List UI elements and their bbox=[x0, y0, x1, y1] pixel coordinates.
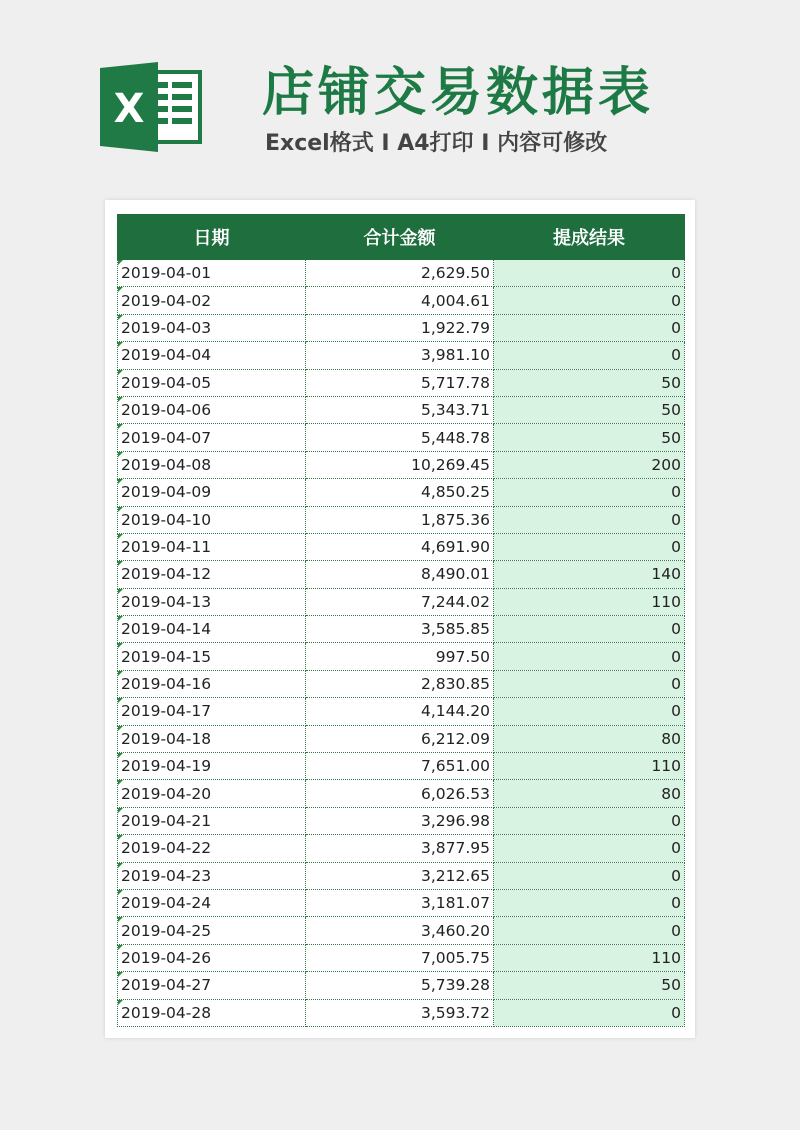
cell-amount[interactable]: 3,877.95 bbox=[306, 835, 494, 862]
spreadsheet-sheet bbox=[105, 200, 695, 1038]
table-row bbox=[118, 424, 685, 451]
data-table bbox=[117, 214, 685, 1027]
cell-date[interactable]: 2019-04-15 bbox=[118, 643, 306, 670]
cell-amount[interactable]: 6,026.53 bbox=[306, 780, 494, 807]
cell-date[interactable]: 2019-04-18 bbox=[118, 725, 306, 752]
table-row bbox=[118, 917, 685, 944]
table-row bbox=[118, 287, 685, 314]
column-header-amount[interactable]: 合计金额 bbox=[306, 215, 494, 260]
cell-result[interactable]: 0 bbox=[494, 533, 685, 560]
cell-amount[interactable]: 4,004.61 bbox=[306, 287, 494, 314]
cell-result[interactable]: 0 bbox=[494, 807, 685, 834]
cell-date[interactable]: 2019-04-03 bbox=[118, 314, 306, 341]
table-row bbox=[118, 972, 685, 999]
table-row bbox=[118, 725, 685, 752]
cell-amount[interactable]: 8,490.01 bbox=[306, 561, 494, 588]
cell-amount[interactable]: 6,212.09 bbox=[306, 725, 494, 752]
cell-amount[interactable]: 3,460.20 bbox=[306, 917, 494, 944]
table-row bbox=[118, 643, 685, 670]
cell-date[interactable]: 2019-04-12 bbox=[118, 561, 306, 588]
cell-result[interactable]: 50 bbox=[494, 396, 685, 423]
cell-result[interactable]: 50 bbox=[494, 369, 685, 396]
table-row bbox=[118, 807, 685, 834]
cell-result[interactable]: 140 bbox=[494, 561, 685, 588]
cell-result[interactable]: 80 bbox=[494, 725, 685, 752]
cell-result[interactable]: 80 bbox=[494, 780, 685, 807]
cell-amount[interactable]: 5,448.78 bbox=[306, 424, 494, 451]
column-header-result[interactable]: 提成结果 bbox=[494, 215, 685, 260]
cell-result[interactable]: 200 bbox=[494, 451, 685, 478]
cell-date[interactable]: 2019-04-13 bbox=[118, 588, 306, 615]
cell-date[interactable]: 2019-04-11 bbox=[118, 533, 306, 560]
cell-date[interactable]: 2019-04-14 bbox=[118, 616, 306, 643]
cell-amount[interactable]: 3,296.98 bbox=[306, 807, 494, 834]
excel-logo-icon bbox=[100, 62, 204, 152]
cell-amount[interactable]: 1,922.79 bbox=[306, 314, 494, 341]
table-row bbox=[118, 561, 685, 588]
cell-amount[interactable]: 3,212.65 bbox=[306, 862, 494, 889]
cell-amount[interactable]: 2,629.50 bbox=[306, 260, 494, 287]
cell-result[interactable]: 0 bbox=[494, 287, 685, 314]
cell-result[interactable]: 0 bbox=[494, 862, 685, 889]
cell-date[interactable]: 2019-04-07 bbox=[118, 424, 306, 451]
table-row bbox=[118, 369, 685, 396]
table-row bbox=[118, 533, 685, 560]
logo-letter: X bbox=[113, 86, 145, 132]
cell-date[interactable]: 2019-04-10 bbox=[118, 506, 306, 533]
cell-date[interactable]: 2019-04-09 bbox=[118, 479, 306, 506]
cell-date[interactable]: 2019-04-24 bbox=[118, 889, 306, 916]
table-row bbox=[118, 780, 685, 807]
cell-result[interactable]: 0 bbox=[494, 643, 685, 670]
cell-result[interactable]: 110 bbox=[494, 944, 685, 971]
cell-result[interactable]: 0 bbox=[494, 999, 685, 1026]
table-row bbox=[118, 698, 685, 725]
cell-amount[interactable]: 1,875.36 bbox=[306, 506, 494, 533]
table-row bbox=[118, 314, 685, 341]
cell-amount[interactable]: 3,981.10 bbox=[306, 342, 494, 369]
table-row bbox=[118, 999, 685, 1026]
cell-amount[interactable]: 5,739.28 bbox=[306, 972, 494, 999]
cell-result[interactable]: 0 bbox=[494, 260, 685, 287]
cell-result[interactable]: 50 bbox=[494, 424, 685, 451]
cell-date[interactable]: 2019-04-21 bbox=[118, 807, 306, 834]
cell-amount[interactable]: 997.50 bbox=[306, 643, 494, 670]
table-row bbox=[118, 479, 685, 506]
cell-amount[interactable]: 10,269.45 bbox=[306, 451, 494, 478]
column-header-date[interactable]: 日期 bbox=[118, 215, 306, 260]
cell-date[interactable]: 2019-04-28 bbox=[118, 999, 306, 1026]
cell-date[interactable]: 2019-04-17 bbox=[118, 698, 306, 725]
cell-date[interactable]: 2019-04-06 bbox=[118, 396, 306, 423]
cell-amount[interactable]: 7,651.00 bbox=[306, 753, 494, 780]
table-row bbox=[118, 944, 685, 971]
table-row bbox=[118, 616, 685, 643]
cell-result[interactable]: 110 bbox=[494, 588, 685, 615]
cell-amount[interactable]: 3,585.85 bbox=[306, 616, 494, 643]
cell-amount[interactable]: 5,717.78 bbox=[306, 369, 494, 396]
cell-amount[interactable]: 5,343.71 bbox=[306, 396, 494, 423]
table-row bbox=[118, 506, 685, 533]
cell-result[interactable]: 110 bbox=[494, 753, 685, 780]
cell-amount[interactable]: 4,144.20 bbox=[306, 698, 494, 725]
cell-date[interactable]: 2019-04-25 bbox=[118, 917, 306, 944]
cell-date[interactable]: 2019-04-22 bbox=[118, 835, 306, 862]
table-row bbox=[118, 396, 685, 423]
cell-date[interactable]: 2019-04-23 bbox=[118, 862, 306, 889]
cell-date[interactable]: 2019-04-04 bbox=[118, 342, 306, 369]
cell-amount[interactable]: 7,005.75 bbox=[306, 944, 494, 971]
cell-amount[interactable]: 3,593.72 bbox=[306, 999, 494, 1026]
cell-amount[interactable]: 7,244.02 bbox=[306, 588, 494, 615]
cell-amount[interactable]: 3,181.07 bbox=[306, 889, 494, 916]
cell-result[interactable]: 0 bbox=[494, 670, 685, 697]
cell-date[interactable]: 2019-04-01 bbox=[118, 260, 306, 287]
cell-amount[interactable]: 4,691.90 bbox=[306, 533, 494, 560]
cell-date[interactable]: 2019-04-16 bbox=[118, 670, 306, 697]
table-row bbox=[118, 342, 685, 369]
table-row bbox=[118, 670, 685, 697]
table-row bbox=[118, 889, 685, 916]
cell-date[interactable]: 2019-04-19 bbox=[118, 753, 306, 780]
cell-amount[interactable]: 2,830.85 bbox=[306, 670, 494, 697]
page-title: 店铺交易数据表 bbox=[262, 63, 655, 123]
table-row bbox=[118, 753, 685, 780]
cell-result[interactable]: 50 bbox=[494, 972, 685, 999]
table-header-row bbox=[118, 215, 685, 260]
cell-result[interactable]: 0 bbox=[494, 616, 685, 643]
cell-result[interactable]: 0 bbox=[494, 479, 685, 506]
cell-result[interactable]: 0 bbox=[494, 698, 685, 725]
cell-date[interactable]: 2019-04-26 bbox=[118, 944, 306, 971]
cell-date[interactable]: 2019-04-27 bbox=[118, 972, 306, 999]
cell-result[interactable]: 0 bbox=[494, 506, 685, 533]
table-row bbox=[118, 260, 685, 287]
table-row bbox=[118, 862, 685, 889]
cell-result[interactable]: 0 bbox=[494, 835, 685, 862]
table-row bbox=[118, 835, 685, 862]
table-row bbox=[118, 451, 685, 478]
page-subtitle: Excel格式 Ⅰ A4打印 Ⅰ 内容可修改 bbox=[265, 131, 608, 156]
cell-result[interactable]: 0 bbox=[494, 889, 685, 916]
table-body bbox=[118, 260, 685, 1027]
cell-amount[interactable]: 4,850.25 bbox=[306, 479, 494, 506]
table-row bbox=[118, 588, 685, 615]
cell-result[interactable]: 0 bbox=[494, 342, 685, 369]
cell-date[interactable]: 2019-04-05 bbox=[118, 369, 306, 396]
cell-date[interactable]: 2019-04-02 bbox=[118, 287, 306, 314]
cell-date[interactable]: 2019-04-20 bbox=[118, 780, 306, 807]
cell-date[interactable]: 2019-04-08 bbox=[118, 451, 306, 478]
cell-result[interactable]: 0 bbox=[494, 917, 685, 944]
cell-result[interactable]: 0 bbox=[494, 314, 685, 341]
